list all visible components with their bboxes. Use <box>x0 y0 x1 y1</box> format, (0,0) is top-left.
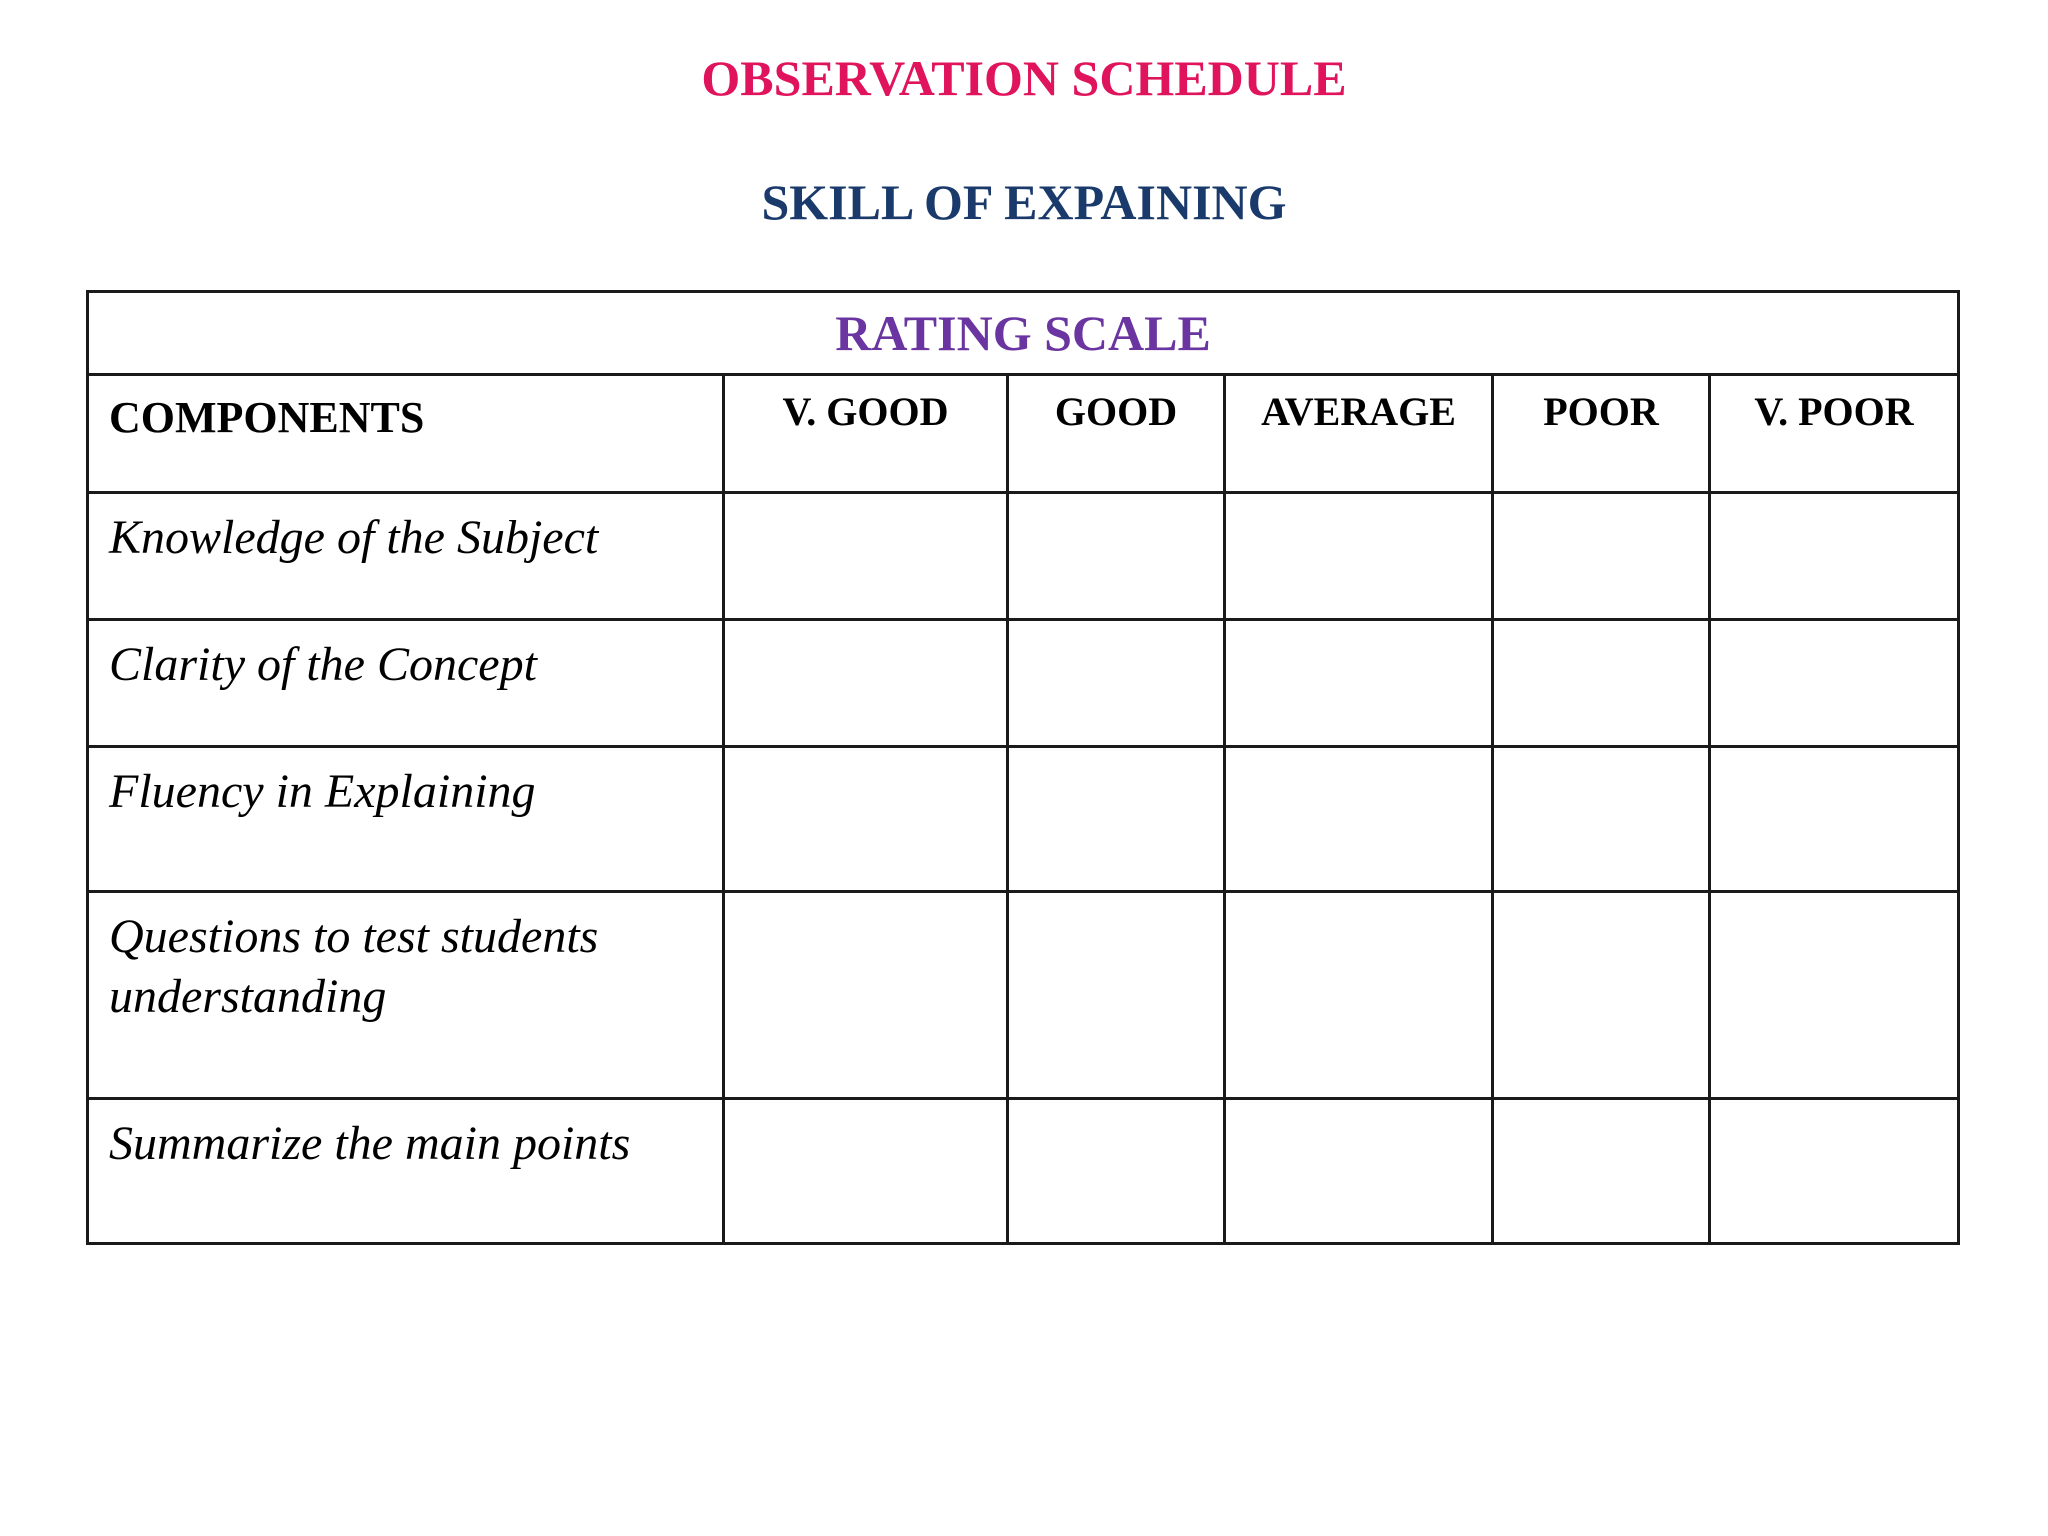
rating-cell[interactable] <box>1225 892 1493 1099</box>
rating-cell[interactable] <box>1225 620 1493 747</box>
component-label: Questions to test students understanding <box>88 892 724 1099</box>
rating-cell[interactable] <box>724 620 1008 747</box>
table-row <box>88 892 1959 1099</box>
rating-header-very-good: V. GOOD <box>724 375 1008 493</box>
table-row <box>88 747 1959 892</box>
rating-cell[interactable] <box>1225 747 1493 892</box>
observation-table <box>86 290 1960 1245</box>
rating-cell[interactable] <box>724 747 1008 892</box>
rating-cell[interactable] <box>1493 747 1710 892</box>
page-title: OBSERVATION SCHEDULE <box>701 50 1347 106</box>
rating-cell[interactable] <box>724 1099 1008 1244</box>
column-header-row <box>88 375 1959 493</box>
rating-header-good: GOOD <box>1008 375 1225 493</box>
rating-cell[interactable] <box>1008 493 1225 620</box>
table-row <box>88 620 1959 747</box>
rating-cell[interactable] <box>1710 892 1959 1099</box>
rating-cell[interactable] <box>1493 620 1710 747</box>
rating-cell[interactable] <box>1710 493 1959 620</box>
rating-cell[interactable] <box>1710 747 1959 892</box>
rating-scale-header: RATING SCALE <box>88 292 1959 375</box>
table-row <box>88 1099 1959 1244</box>
rating-cell[interactable] <box>724 892 1008 1099</box>
rating-cell[interactable] <box>1225 493 1493 620</box>
rating-cell[interactable] <box>1710 620 1959 747</box>
page-subtitle: SKILL OF EXPAINING <box>761 174 1287 230</box>
component-label: Fluency in Explaining <box>88 747 724 892</box>
rating-cell[interactable] <box>1008 1099 1225 1244</box>
rating-cell[interactable] <box>1493 493 1710 620</box>
component-label: Knowledge of the Subject <box>88 493 724 620</box>
components-header: COMPONENTS <box>88 375 724 493</box>
rating-cell[interactable] <box>1493 892 1710 1099</box>
rating-scale-row <box>88 292 1959 375</box>
component-label: Clarity of the Concept <box>88 620 724 747</box>
rating-cell[interactable] <box>1493 1099 1710 1244</box>
rating-header-very-poor: V. POOR <box>1710 375 1959 493</box>
rating-header-poor: POOR <box>1493 375 1710 493</box>
rating-cell[interactable] <box>1008 747 1225 892</box>
rating-cell[interactable] <box>724 493 1008 620</box>
rating-header-average: AVERAGE <box>1225 375 1493 493</box>
rating-cell[interactable] <box>1225 1099 1493 1244</box>
table-row <box>88 493 1959 620</box>
rating-cell[interactable] <box>1008 892 1225 1099</box>
rating-cell[interactable] <box>1710 1099 1959 1244</box>
rating-cell[interactable] <box>1008 620 1225 747</box>
component-label: Summarize the main points <box>88 1099 724 1244</box>
